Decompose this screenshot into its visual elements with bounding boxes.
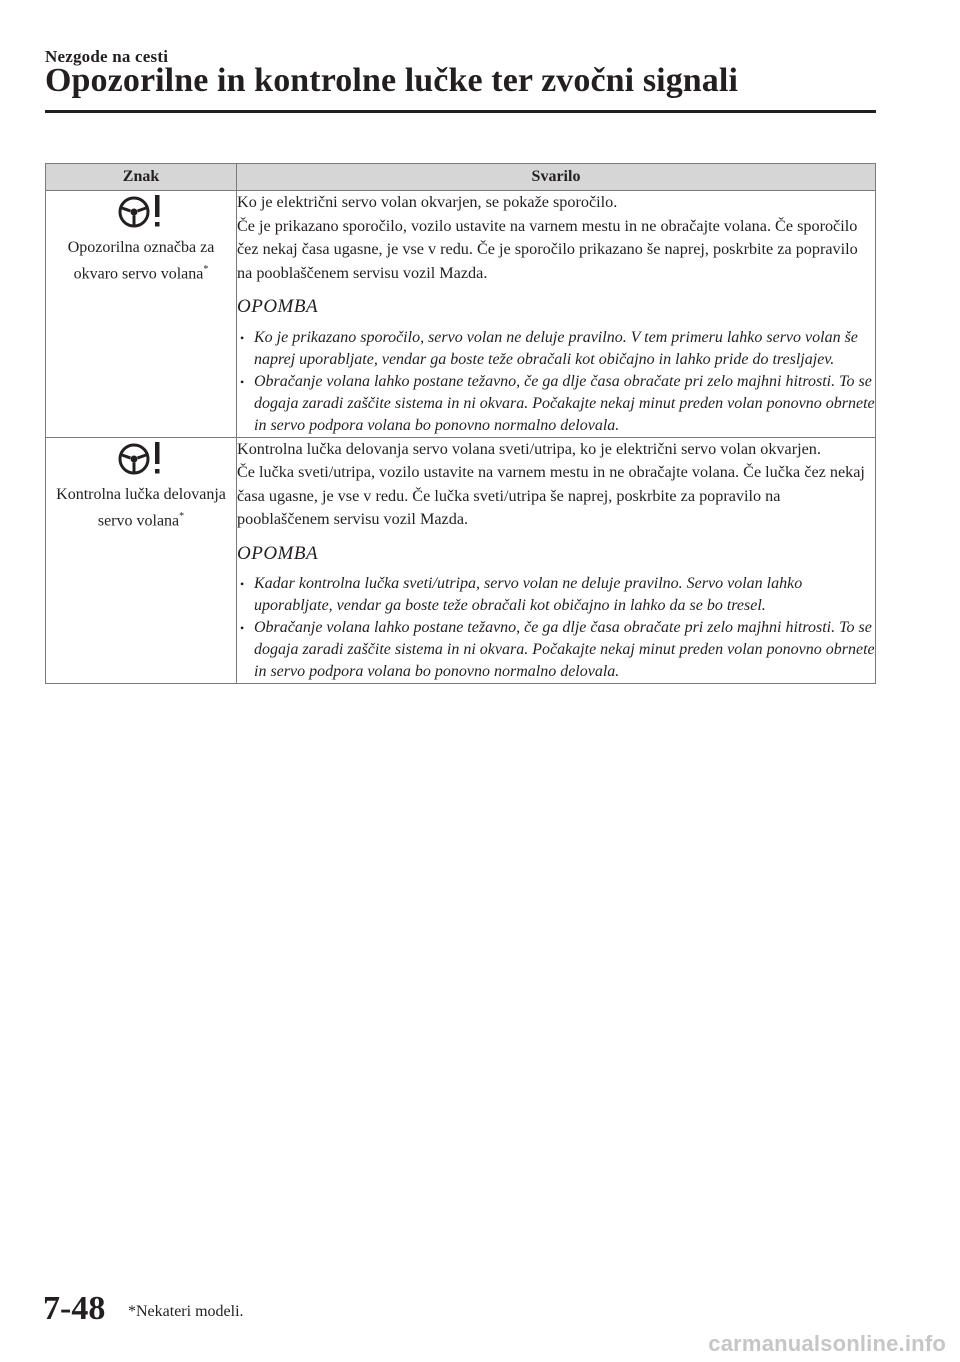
description-paragraph: Če je prikazano sporočilo, vozilo ustavite na varnem mestu in ne obračajte volana. Če sporočilo čez nekaj časa ugasne, je vse v redu. Če je sporočilo prikazano še naprej, poskrbite za popravilo na pooblaščenem servisu vozil Mazda. xyxy=(237,216,858,282)
warning-description xyxy=(237,437,876,684)
note-heading: OPOMBA xyxy=(237,296,319,317)
power-steering-warning-icon xyxy=(115,191,167,231)
sign-label: Kontrolna lučka delovanja servo volana* xyxy=(56,485,226,529)
description-paragraph: Ko je električni servo volan okvarjen, se pokaže sporočilo. xyxy=(237,193,618,211)
note-item: • Obračanje volana lahko postane težavno, če ga dlje časa obračate pri zelo majhni hitrosti. To se dogaja zaradi zaščite sistema in ni okvara. Počakajte nekaj minut preden volan ponovno obrnete in servo podpora volana bo ponovno normalno delovala. xyxy=(237,617,875,683)
title-rule xyxy=(45,110,876,113)
sign-label: Opozorilna označba za okvaro servo volana* xyxy=(67,239,215,283)
note-heading: OPOMBA xyxy=(237,542,319,564)
page-title: Opozorilne in kontrolne lučke ter zvočni signali xyxy=(45,62,739,99)
table-row xyxy=(46,191,876,438)
note-item: • Kadar kontrolna lučka sveti/utripa, servo volan ne deluje pravilno. Servo volan lahko uporabljate, vendar ga boste teže obračali kot običajno in lahko da se bo tresel. xyxy=(237,573,875,617)
description-paragraph: Kontrolna lučka delovanja servo volana sveti/utripa, ko je električni servo volan okvarjen. xyxy=(237,439,821,458)
warning-signals-table xyxy=(45,163,876,684)
description-paragraph: Če lučka sveti/utripa, vozilo ustavite na varnem mestu in ne obračajte volana. Če lučka čez nekaj časa ugasne, je vse v redu. Če lučka sveti/utripa še naprej, poskrbite za popravilo na pooblaščenem servisu vozil Mazda. xyxy=(237,463,865,528)
sign-cell xyxy=(46,437,237,684)
section-label: Nezgode na cesti xyxy=(45,47,169,66)
table-row xyxy=(46,437,876,684)
power-steering-indicator-icon xyxy=(115,438,167,478)
footnote: *Nekateri modeli. xyxy=(128,1303,244,1320)
column-header-warning: Svarilo xyxy=(237,164,876,191)
watermark: carmanualsonline.info xyxy=(708,1331,946,1356)
note-item: • Ko je prikazano sporočilo, servo volan ne deluje pravilno. V tem primeru lahko servo volan še naprej uporabljate, vendar ga boste teže obračali kot običajno in lahko pride do tresljajev. xyxy=(237,327,875,371)
note-list xyxy=(237,327,875,437)
page-number: 7-48 xyxy=(43,1290,106,1327)
sign-cell xyxy=(46,191,237,438)
table-header-row xyxy=(46,164,876,191)
column-header-sign: Znak xyxy=(46,164,237,191)
warning-description xyxy=(237,191,876,438)
note-item: • Obračanje volana lahko postane težavno, če ga dlje časa obračate pri zelo majhni hitrosti. To se dogaja zaradi zaščite sistema in ni okvara. Počakajte nekaj minut preden volan ponovno obrnete in servo podpora volana bo ponovno normalno delovala. xyxy=(237,371,875,437)
note-list xyxy=(237,573,875,683)
